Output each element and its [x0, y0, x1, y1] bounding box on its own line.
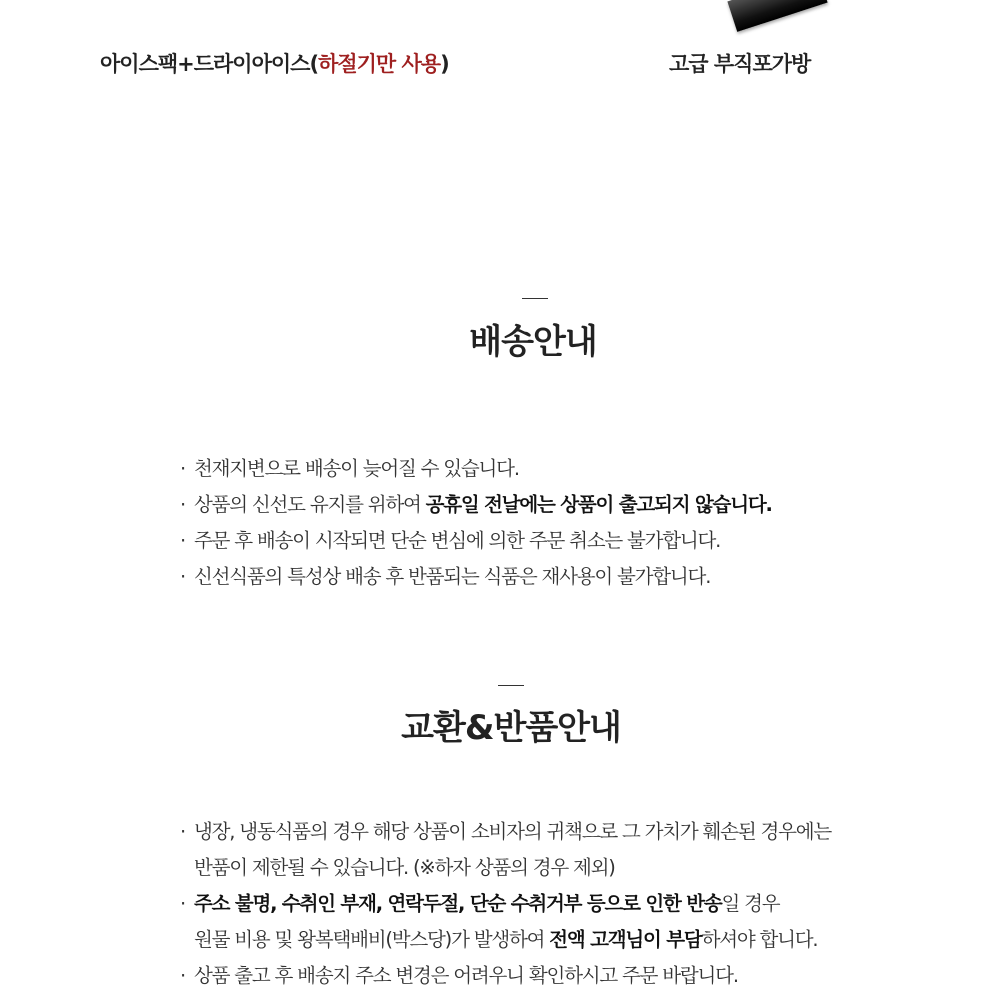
list-item-text: 하셔야 합니다. [701, 928, 818, 951]
caption-icepack-main: 아이스팩+드라이아이스( [100, 52, 319, 76]
list-bullet: · [180, 493, 185, 516]
exchange-divider [498, 685, 524, 686]
exchange-title: 교환&반품안내 [401, 708, 621, 748]
list-item-line [194, 886, 831, 922]
list-item [180, 559, 772, 595]
list-item-line [194, 922, 831, 958]
list-item-text: 일 경우 [721, 892, 780, 915]
list-bullet: · [180, 892, 185, 915]
list-item-text: 상품 출고 후 배송지 주소 변경은 어려우니 확인하시고 주문 바랍니다. [194, 964, 738, 987]
list-item-text: 주문 후 배송이 시작되면 단순 변심에 의한 주문 취소는 불가합니다. [194, 529, 721, 552]
list-item [180, 451, 772, 487]
product-image-partial [727, 0, 827, 32]
list-item [180, 886, 831, 958]
list-item [180, 523, 772, 559]
list-bullet: · [180, 820, 185, 843]
list-bullet: · [180, 964, 185, 987]
list-bullet: · [180, 457, 185, 480]
shipping-list [180, 451, 772, 595]
list-item [180, 814, 831, 886]
shipping-title: 배송안내 [469, 322, 597, 362]
list-item-text: 상품의 신선도 유지를 위하여 [194, 493, 426, 516]
list-bullet: · [180, 565, 185, 588]
list-item-emphasis: 공휴일 전날에는 상품이 출고되지 않습니다. [425, 493, 772, 516]
list-item-text: 원물 비용 및 왕복택배비(박스당)가 발생하여 [194, 928, 550, 951]
list-item-text: 냉장, 냉동식품의 경우 해당 상품이 소비자의 귀책으로 그 가치가 훼손된 경우에는 [194, 820, 832, 843]
caption-icepack [100, 49, 449, 79]
list-item-text-continued: 반품이 제한될 수 있습니다. (※하자 상품의 경우 제외) [194, 856, 615, 879]
caption-bag: 고급 부직포가방 [669, 52, 811, 76]
caption-icepack-accent: 하절기만 사용 [318, 52, 441, 76]
list-item-emphasis: 주소 불명, 수취인 부재, 연락두절, 단순 수취거부 등으로 인한 반송 [194, 892, 722, 915]
list-item-emphasis: 전액 고객님이 부담 [549, 928, 702, 951]
exchange-list [180, 814, 831, 994]
list-item-text: 천재지변으로 배송이 늦어질 수 있습니다. [194, 457, 519, 480]
list-item [180, 958, 831, 994]
caption-icepack-end: ) [440, 52, 449, 76]
shipping-divider [522, 298, 548, 299]
list-bullet: · [180, 529, 185, 552]
list-item-text: 신선식품의 특성상 배송 후 반품되는 식품은 재사용이 불가합니다. [194, 565, 711, 588]
list-item [180, 487, 772, 523]
